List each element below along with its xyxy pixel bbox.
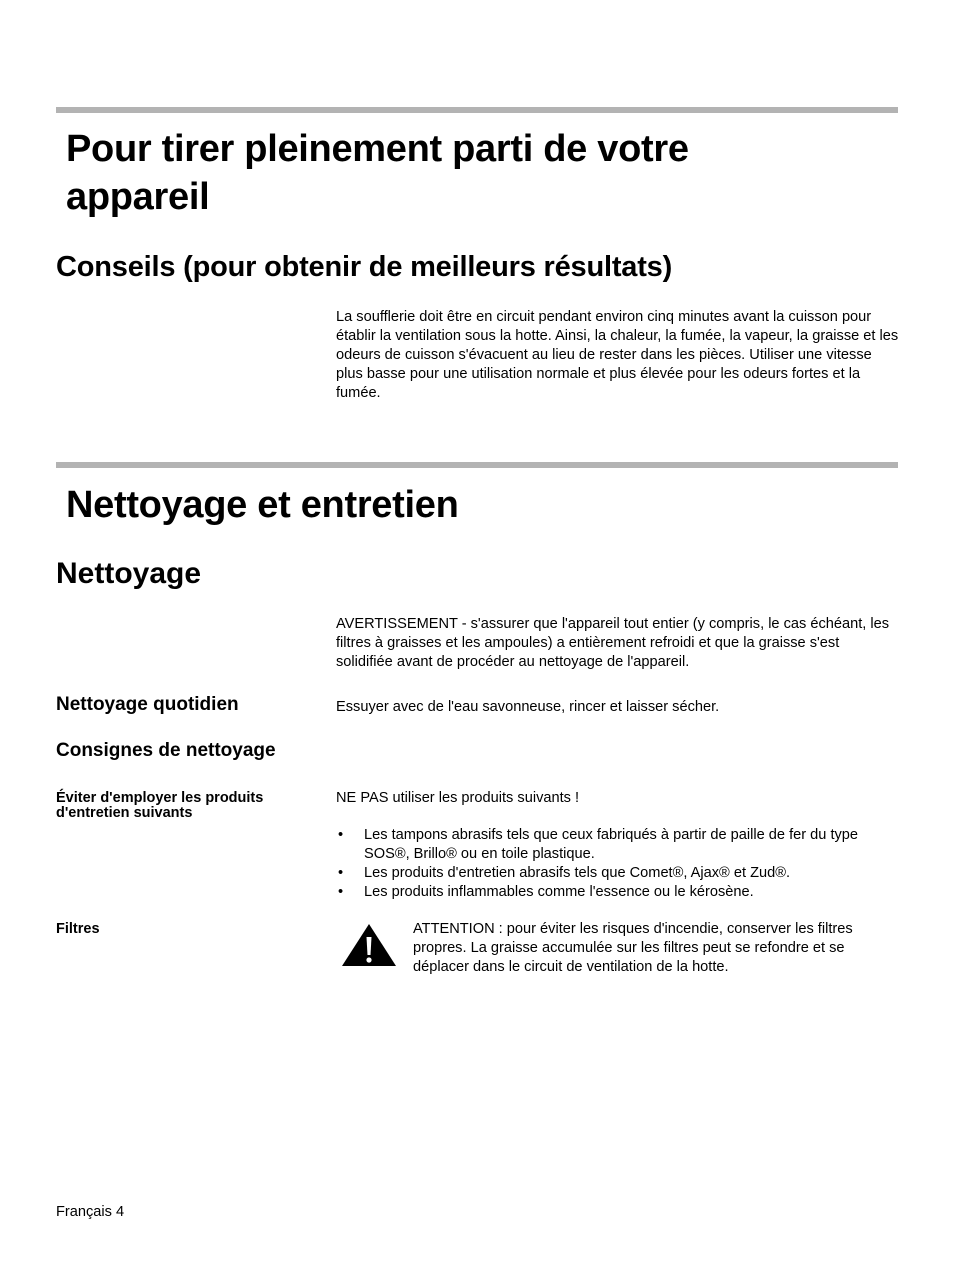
warning-triangle-icon (340, 922, 398, 968)
section-title: Nettoyage et entretien (66, 484, 459, 526)
avoid-products-intro: NE PAS utiliser les produits suivants ! (336, 790, 580, 806)
avoid-products-heading: Éviter d'employer les produits d'entretien suivants (56, 790, 264, 821)
section-subtitle: Conseils (pour obtenir de meilleurs résultats) (56, 251, 673, 283)
section-divider (56, 107, 898, 113)
daily-cleaning-heading: Nettoyage quotidien (56, 694, 239, 715)
bullet-icon: • (338, 827, 344, 843)
section-subtitle: Nettoyage (56, 557, 202, 590)
list-item-text: Les produits inflammables comme l'essence ou le kérosène. (364, 884, 754, 900)
tips-paragraph: La soufflerie doit être en circuit pendant environ cinq minutes avant la cuisson pour établir la ventilation sous la hotte. Ainsi, la chaleur, la fumée, la vapeur, la graisse et les odeurs de cuisson s'évacuent au lieu de rester dans les pièces. Utiliser une vitesse plus basse pour une utilisation normale et plus élevée pour les odeurs fortes et la fumée. (336, 309, 899, 401)
section-title: Pour tirer pleinement parti de votre appareil (66, 128, 689, 218)
daily-cleaning-text: Essuyer avec de l'eau savonneuse, rincer et laisser sécher. (336, 699, 720, 715)
list-item (336, 883, 906, 902)
avoid-products-list (336, 826, 906, 902)
list-item-text: Les produits d'entretien abrasifs tels que Comet®, Ajax® et Zud®. (364, 865, 791, 881)
bullet-icon: • (338, 865, 344, 881)
cleaning-instructions-heading: Consignes de nettoyage (56, 740, 276, 761)
list-item (336, 864, 906, 883)
filters-caution-text: ATTENTION : pour éviter les risques d'incendie, conserver les filtres propres. La graisse accumulée sur les filtres peut se refondre et se déplacer dans le circuit de ventilation de la hotte. (413, 921, 853, 975)
warning-paragraph: AVERTISSEMENT - s'assurer que l'appareil tout entier (y compris, le cas échéant, les filtres à graisses et les ampoules) a entièrement refroidi et que la graisse s'est solidifiée avant de procéder au nettoyage de l'appareil. (336, 616, 890, 670)
list-item (336, 826, 906, 864)
page-number: Français 4 (56, 1204, 125, 1220)
list-item-text: Les tampons abrasifs tels que ceux fabriqués à partir de paille de fer du type SOS®, Brillo® ou en toile plastique. (364, 827, 859, 862)
section-divider (56, 462, 898, 468)
bullet-icon: • (338, 884, 344, 900)
filters-heading: Filtres (56, 921, 100, 937)
